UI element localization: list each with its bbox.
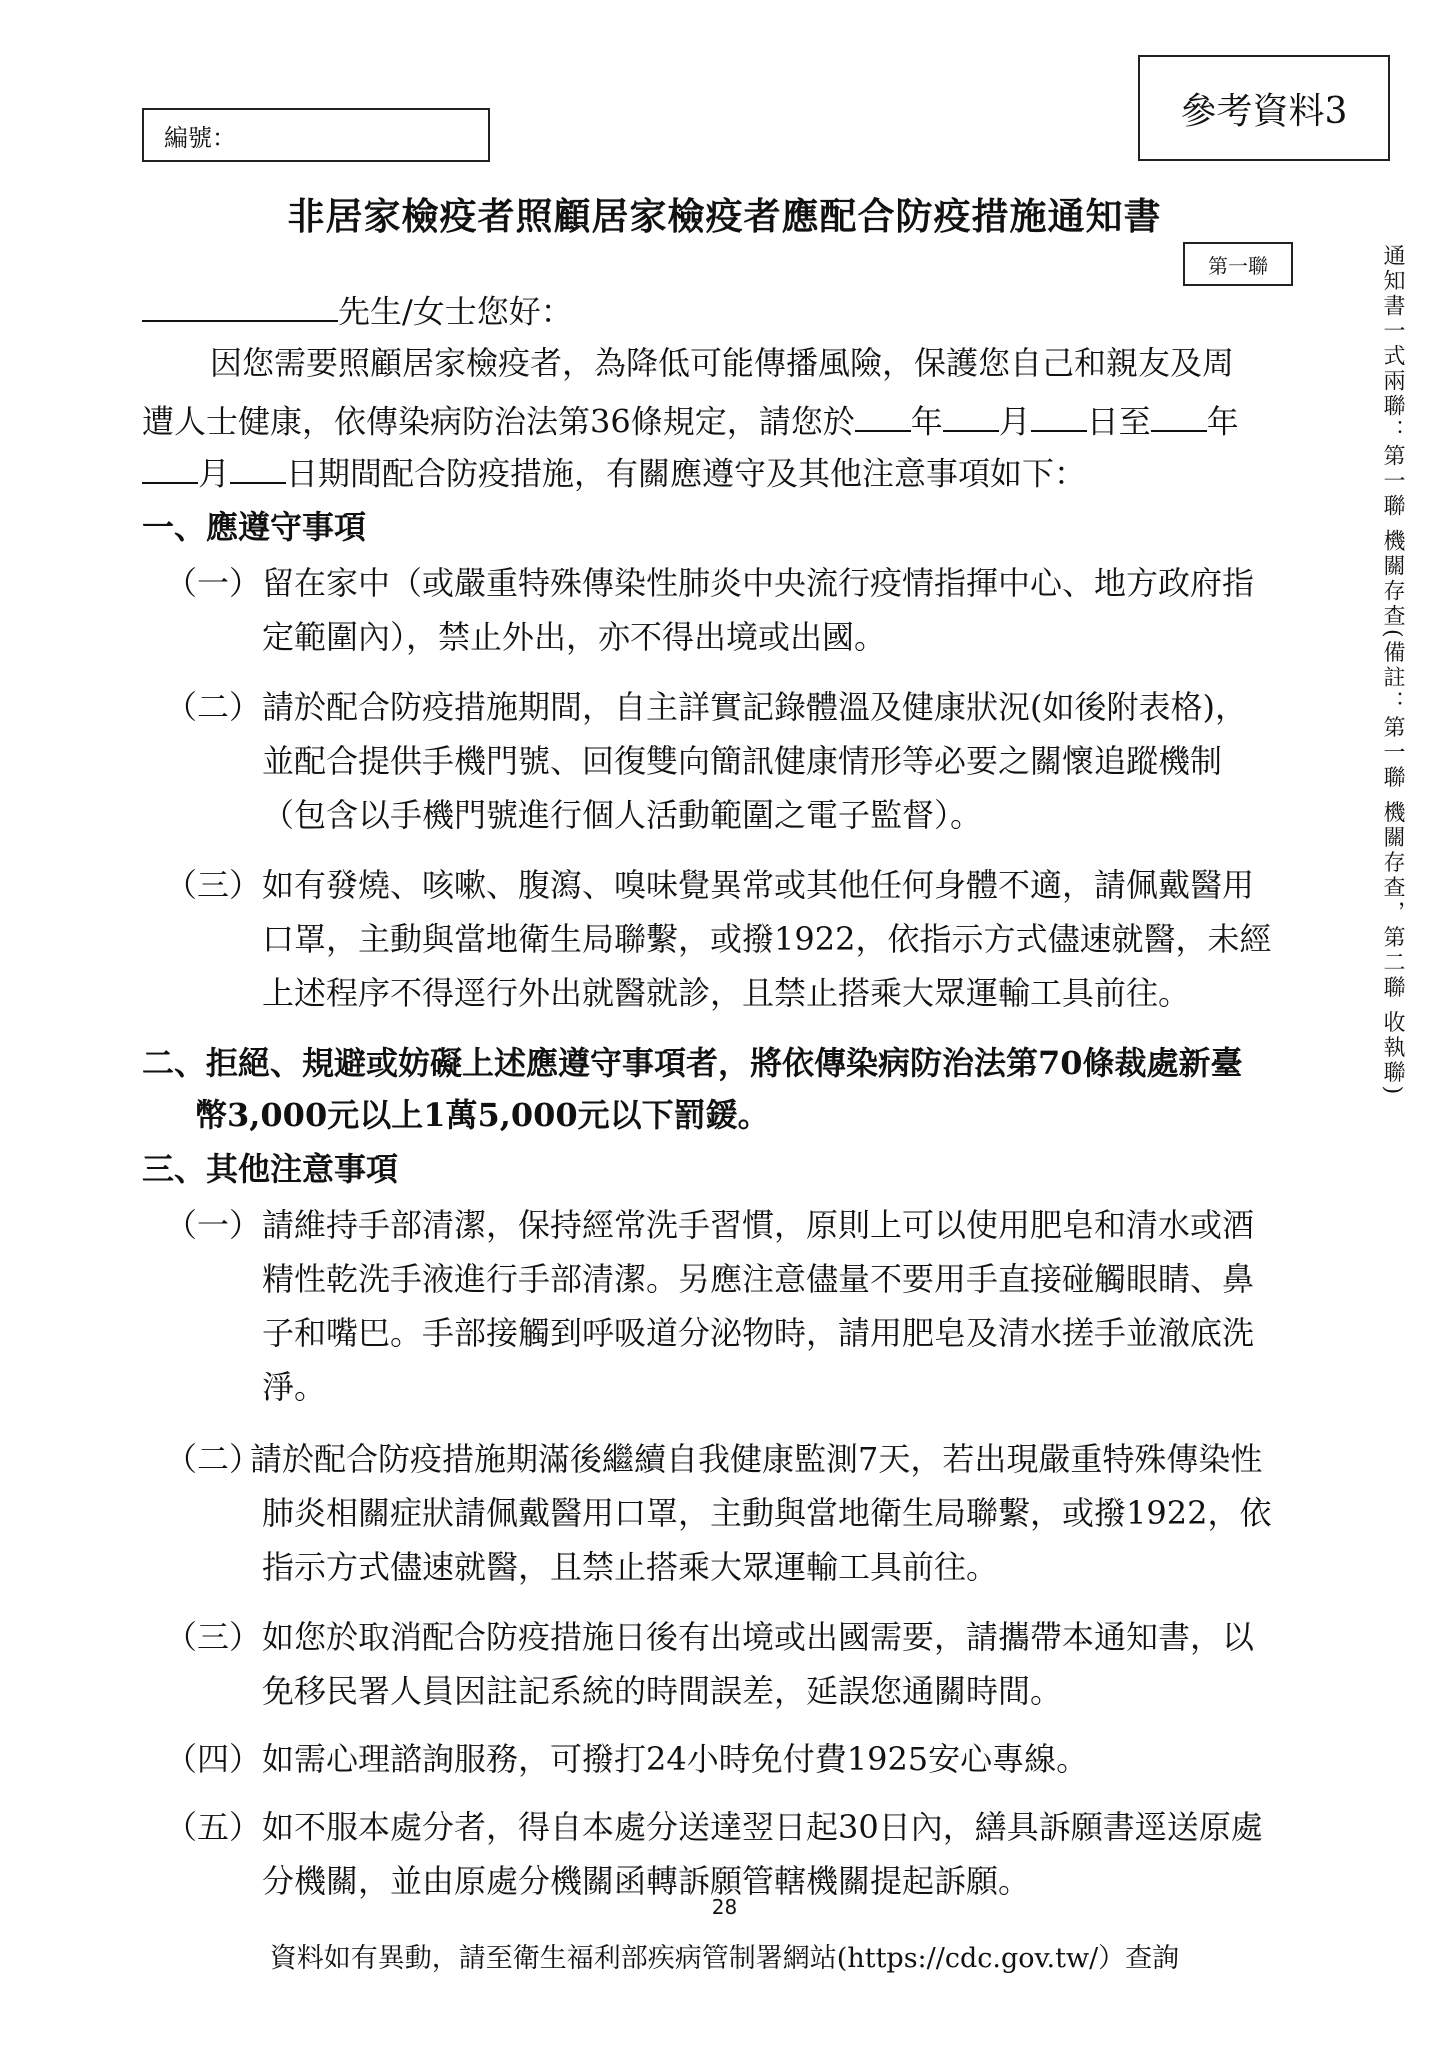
end-year-blank bbox=[1151, 400, 1207, 432]
section1-item-num: （一） bbox=[165, 564, 262, 602]
year-label: 年 bbox=[910, 402, 943, 441]
section1-item-line: 定範圍內），禁止外出，亦不得出境或出國。 bbox=[262, 618, 887, 656]
section3-item-line: 請於配合防疫措施期滿後繼續自我健康監測7天，若出現嚴重特殊傳染性 bbox=[250, 1440, 1263, 1478]
section3-item-line: 請維持手部清潔，保持經常洗手習慣，原則上可以使用肥皂和清水或酒 bbox=[262, 1206, 1255, 1244]
section1-item-line: 請於配合防疫措施期間，自主詳實記錄體溫及健康狀況(如後附表格)， bbox=[262, 688, 1247, 726]
section1-item-num: （三） bbox=[165, 866, 262, 904]
year-label: 年 bbox=[1206, 402, 1239, 441]
greeting bbox=[142, 290, 573, 331]
day-to-label: 日至 bbox=[1086, 402, 1151, 441]
intro-line-1: 因您需要照顧居家檢疫者，為降低可能傳播風險，保護您自己和親友及周 bbox=[210, 344, 1235, 382]
side-note: 通知書一式兩聯：第一聯 機關存查(備註：第一聯 機關存查，第二聯 收執聯) bbox=[1380, 244, 1405, 1098]
section3-item-num: （一） bbox=[165, 1206, 262, 1244]
intro-line-3 bbox=[142, 452, 1086, 493]
section1-item-num: （二） bbox=[165, 688, 262, 726]
section1-item-line: 如有發燒、咳嗽、腹瀉、嗅味覺異常或其他任何身體不適，請佩戴醫用 bbox=[262, 866, 1255, 904]
month-label: 月 bbox=[998, 402, 1031, 441]
intro-text: 日期間配合防疫措施，有關應遵守及其他注意事項如下： bbox=[286, 454, 1087, 493]
section3-item-line: 如需心理諮詢服務，可撥打24小時免付費1925安心專線。 bbox=[262, 1740, 1089, 1778]
section3-item-line: 淨。 bbox=[262, 1368, 327, 1406]
name-blank bbox=[142, 290, 338, 322]
section3-item-line: 子和嘴巴。手部接觸到呼吸道分泌物時，請用肥皂及清水搓手並澈底洗 bbox=[262, 1314, 1255, 1352]
section3-item-line: 如您於取消配合防疫措施日後有出境或出國需要，請攜帶本通知書，以 bbox=[262, 1618, 1255, 1656]
section3-item-line: 指示方式儘速就醫，且禁止搭乘大眾運輸工具前往。 bbox=[262, 1548, 999, 1586]
start-month-blank bbox=[943, 400, 999, 432]
salutation: 先生/女士您好： bbox=[338, 292, 573, 331]
section2-line-1: 二、拒絕、規避或妨礙上述應遵守事項者，將依傳染病防治法第70條裁處新臺 bbox=[142, 1044, 1243, 1082]
page-number: 28 bbox=[711, 1895, 738, 1919]
section3-item-line: 分機關，並由原處分機關函轉訴願管轄機關提起訴願。 bbox=[262, 1862, 1031, 1900]
section2-line-2: 幣3,000元以上1萬5,000元以下罰鍰。 bbox=[195, 1096, 770, 1134]
footer-note: 資料如有異動，請至衛生福利部疾病管制署網站(https://cdc.gov.tw/）查詢 bbox=[269, 1943, 1180, 1974]
reference-label-box bbox=[1138, 55, 1390, 161]
end-month-blank bbox=[142, 452, 198, 484]
document-title: 非居家檢疫者照顧居家檢疫者應配合防疫措施通知書 bbox=[287, 194, 1162, 238]
copy-label: 第一聯 bbox=[1208, 253, 1268, 278]
section1-item-line: 留在家中（或嚴重特殊傳染性肺炎中央流行疫情指揮中心、地方政府指 bbox=[262, 564, 1255, 602]
section3-item-line: 如不服本處分者，得自本處分送達翌日起30日內，繕具訴願書逕送原處 bbox=[262, 1808, 1263, 1846]
copy-label-box bbox=[1183, 242, 1293, 286]
section3-item-line: 免移民署人員因註記系統的時間誤差，延誤您通關時間。 bbox=[262, 1672, 1063, 1710]
section1-heading: 一、應遵守事項 bbox=[142, 508, 367, 546]
section1-item-line: 口罩，主動與當地衛生局聯繫，或撥1922，依指示方式儘速就醫，未經 bbox=[262, 920, 1272, 958]
section3-item-num: （四） bbox=[165, 1740, 262, 1778]
intro-text: 遭人士健康，依傳染病防治法第36條規定，請您於 bbox=[142, 402, 855, 441]
section3-item-num: （二） bbox=[165, 1440, 262, 1478]
section3-item-line: 肺炎相關症狀請佩戴醫用口罩，主動與當地衛生局聯繫，或撥1922，依 bbox=[262, 1494, 1272, 1532]
intro-line-2 bbox=[142, 400, 1239, 441]
number-field-box bbox=[142, 108, 490, 162]
section1-item-line: （包含以手機門號進行個人活動範圍之電子監督）。 bbox=[262, 796, 983, 834]
section3-item-num: （三） bbox=[165, 1618, 262, 1656]
section3-item-num: （五） bbox=[165, 1808, 262, 1846]
start-day-blank bbox=[1031, 400, 1087, 432]
end-day-blank bbox=[230, 452, 286, 484]
start-year-blank bbox=[855, 400, 911, 432]
reference-label: 參考資料3 bbox=[1180, 90, 1348, 132]
section1-item-line: 並配合提供手機門號、回復雙向簡訊健康情形等必要之關懷追蹤機制 bbox=[262, 742, 1223, 780]
section3-heading: 三、其他注意事項 bbox=[142, 1150, 399, 1188]
section3-item-line: 精性乾洗手液進行手部清潔。另應注意儘量不要用手直接碰觸眼睛、鼻 bbox=[262, 1260, 1255, 1298]
number-label: 編號： bbox=[164, 123, 236, 152]
month-label: 月 bbox=[198, 454, 231, 493]
section1-item-line: 上述程序不得逕行外出就醫就診，且禁止搭乘大眾運輸工具前往。 bbox=[262, 974, 1191, 1012]
